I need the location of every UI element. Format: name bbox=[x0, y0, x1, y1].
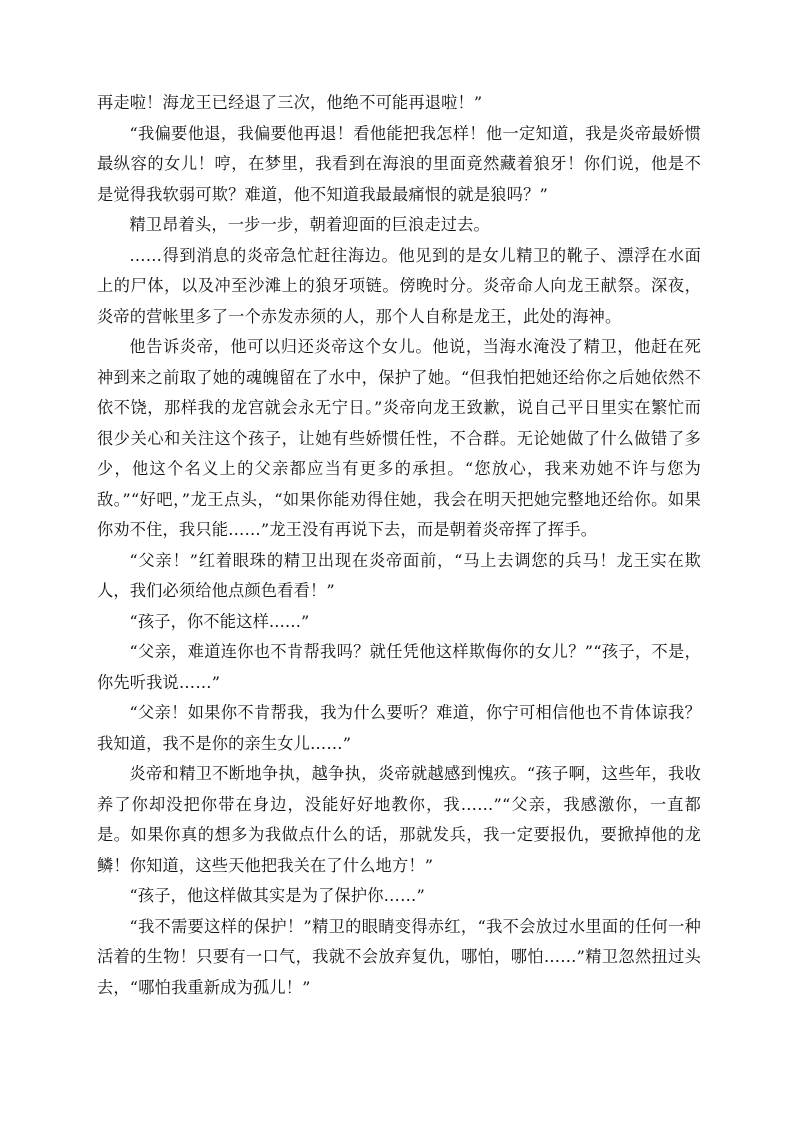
paragraph: 炎帝和精卫不断地争执，越争执，炎帝就越感到愧疚。“孩子啊，这些年，我收养了你却没把你带在身边，没能好好地教你，我……”“父亲，我感激你，一直都是。如果你真的想多为我做点什么的话，那就发兵，我一定要报仇，要掀掉他的龙鳞！你知道，这些天他把我关在了什么地方！” bbox=[97, 764, 701, 875]
document-page bbox=[97, 88, 701, 1003]
paragraph: 他告诉炎帝，他可以归还炎帝这个女儿。他说，当海水淹没了精卫，他赶在死神到来之前取了她的魂魄留在了水中，保护了她。“但我怕把她还给你之后她依然不依不饶，那样我的龙宫就会永无宁日。”炎帝向龙王致歉，说自己平日里实在繁忙而很少关心和关注这个孩子，让她有些娇惯任性，不合群。无论她做了什么做错了多少，他这个名义上的父亲都应当有更多的承担。“您放心，我来劝她不许与您为敌。”“好吧，”龙王点头，“如果你能劝得住她，我会在明天把她完整地还给你。如果你劝不住，我只能……”龙王没有再说下去，而是朝着炎帝挥了挥手。 bbox=[97, 337, 701, 539]
paragraph: “父亲，难道连你也不肯帮我吗？就任凭他这样欺侮你的女儿？”“孩子，不是，你先听我说……” bbox=[97, 642, 701, 692]
paragraph: 精卫昂着头，一步一步，朝着迎面的巨浪走过去。 bbox=[129, 215, 490, 234]
paragraph: “父亲！如果你不肯帮我，我为什么要听？难道，你宁可相信他也不肯体谅我？我知道，我不是你的亲生女儿……” bbox=[97, 703, 701, 753]
paragraph: “孩子，你不能这样......” bbox=[129, 611, 310, 631]
paragraph: “我偏要他退，我偏要他再退！看他能把我怎样！他一定知道，我是炎帝最娇惯最纵容的女儿！哼，在梦里，我看到在海浪的里面竟然藏着狼牙！你们说，他是不是觉得我软弱可欺？难道，他不知道我最最痛恨的就是狼吗？” bbox=[97, 123, 701, 204]
paragraph: “父亲！”红着眼珠的精卫出现在炎帝面前，“马上去调您的兵马！龙王实在欺人，我们必须给他点颜色看看！” bbox=[97, 550, 701, 600]
paragraph: ……得到消息的炎帝急忙赶往海边。他见到的是女儿精卫的靴子、漂浮在水面上的尸体，以及冲至沙滩上的狼牙项链。傍晚时分。炎帝命人向龙王献祭。深夜，炎帝的营帐里多了一个赤发赤须的人，那个人自称是龙王，此处的海神。 bbox=[97, 245, 701, 326]
paragraph: “我不需要这样的保护！”精卫的眼睛变得赤红，“我不会放过水里面的任何一种活着的生物！只要有一口气，我就不会放弃复仇，哪怕，哪怕……”精卫忽然扭过头去，“哪怕我重新成为孤儿！” bbox=[97, 916, 701, 997]
paragraph: 再走啦！海龙王已经退了三次，他绝不可能再退啦！” bbox=[97, 93, 483, 112]
paragraph: “孩子，他这样做其实是为了保护你……” bbox=[129, 886, 425, 905]
